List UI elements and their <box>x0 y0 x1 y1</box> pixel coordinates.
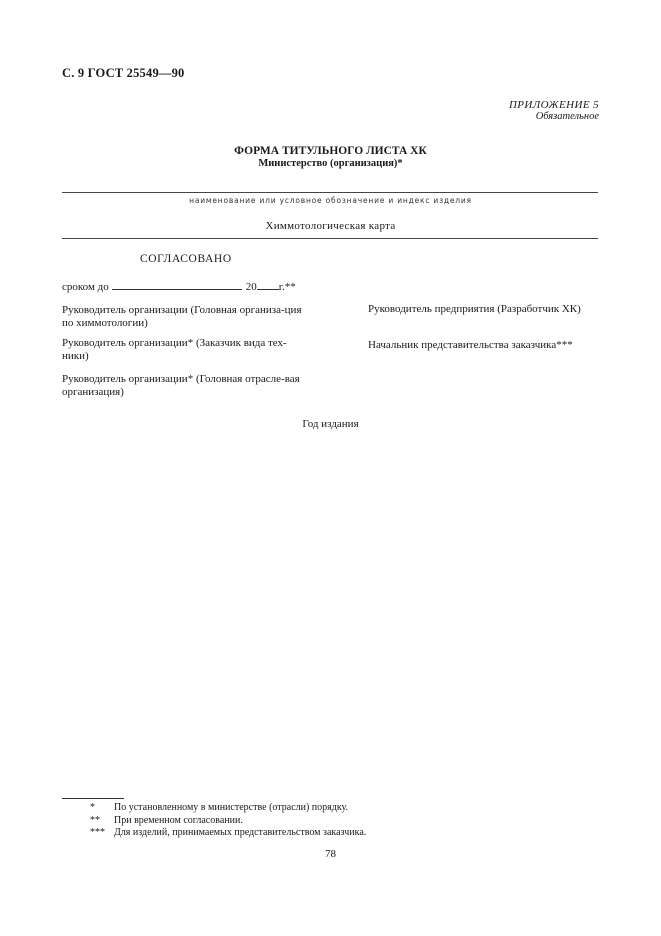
publication-year-label: Год издания <box>302 418 359 430</box>
footnote-item <box>90 815 366 828</box>
year-blank[interactable] <box>257 279 279 290</box>
signatory-developer: Руководитель предприятия (Разработчик ХК) <box>368 303 581 315</box>
signatory-customer: Руководитель организации* (Заказчик вида тех-ники) <box>62 337 287 362</box>
signatory-customer-representative: Начальник представительства заказчика*** <box>368 339 573 351</box>
card-title-rule <box>62 238 598 239</box>
footnote-text: По установленному в министерстве (отрасли) порядку. <box>114 802 349 813</box>
footnote-text: При временном согласовании. <box>114 814 243 826</box>
ministry-rule <box>62 192 598 193</box>
term-prefix: сроком до <box>62 281 109 293</box>
footnote-rule <box>62 798 124 799</box>
card-title: Химмотологическая карта <box>265 220 396 232</box>
year-suffix: г.** <box>278 281 296 293</box>
appendix-status: Обязательное <box>535 111 599 122</box>
product-name-caption: наименование или условное обозначение и индекс изделия <box>189 196 472 205</box>
term-line <box>62 279 296 293</box>
footnotes <box>90 802 366 840</box>
year-prefix: 20 <box>245 281 257 293</box>
signatory-head-industry: Руководитель организации* (Головная отрасле-вая организация) <box>62 373 300 398</box>
form-title: ФОРМА ТИТУЛЬНОГО ЛИСТА ХК <box>234 145 427 157</box>
page-header: С. 9 ГОСТ 25549—90 <box>62 66 185 80</box>
footnote-text: Для изделий, принимаемых представительством заказчика. <box>114 827 367 838</box>
term-date-blank[interactable] <box>112 279 242 290</box>
footnote-item <box>90 802 366 815</box>
footnote-mark: * <box>90 802 95 813</box>
footnote-mark: ** <box>90 814 100 826</box>
appendix-title: ПРИЛОЖЕНИЕ 5 <box>508 99 599 111</box>
ministry-label: Министерство (организация)* <box>258 158 403 169</box>
signatory-head-chemmotology: Руководитель организации (Головная организа-ция по химмотологии) <box>62 304 302 329</box>
agreed-label: СОГЛАСОВАНО <box>140 253 232 265</box>
footnote-item <box>90 827 366 840</box>
page-number: 78 <box>325 848 336 860</box>
footnote-mark: *** <box>90 827 105 838</box>
